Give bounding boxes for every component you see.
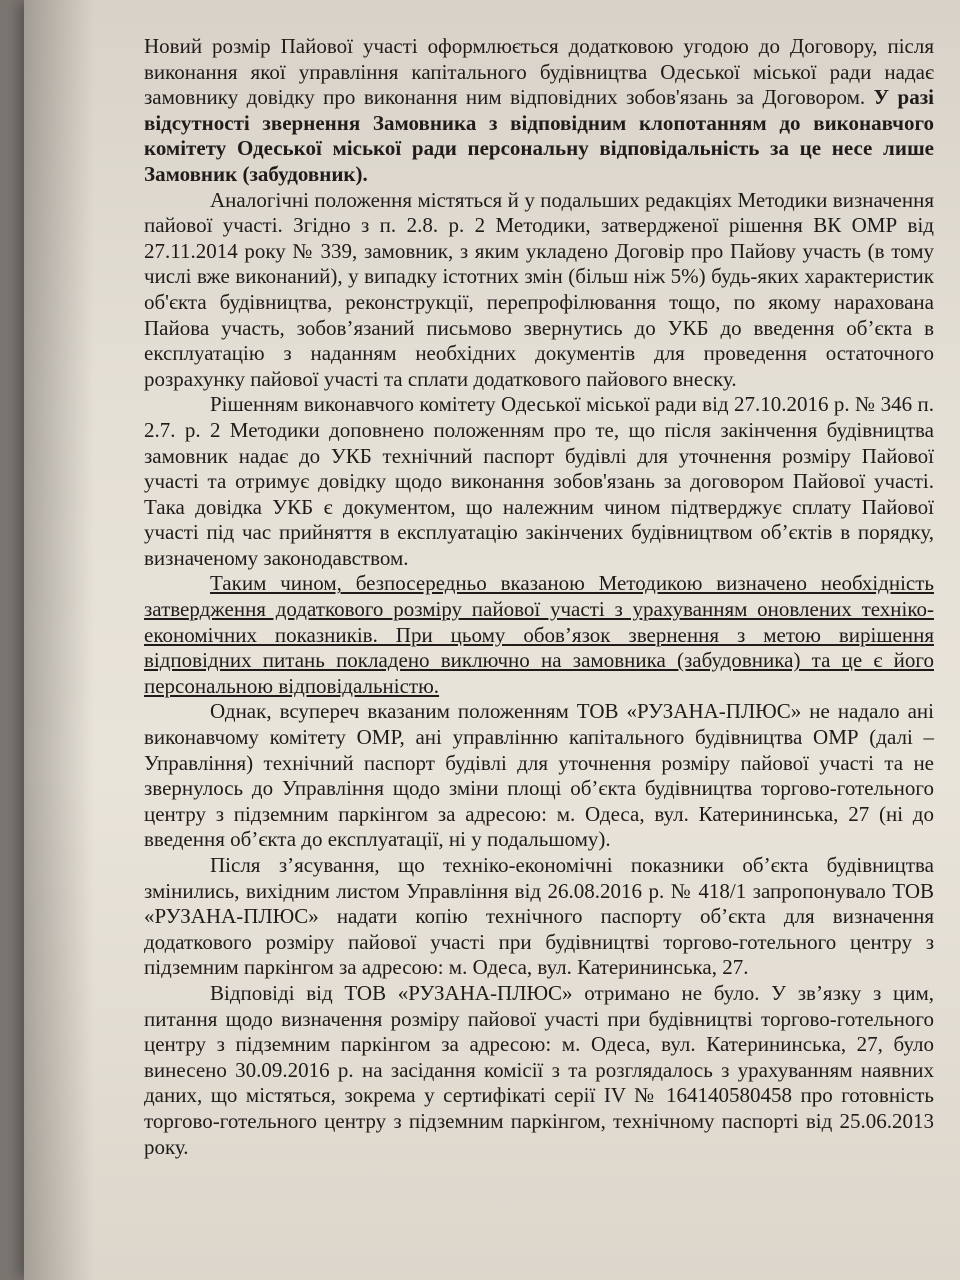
paragraph-2: Аналогічні положення містяться й у подальших редакціях Методики визначення пайової участі. Згідно з п. 2.8. р. 2 Методики, затвердженої рішення ВК ОМР від 27.11.2014 року № 339, замовник, з яким укладено Договір про Пайову участь (в тому числі вже виконаний), у випадку істотних змін (більш ніж 5%) будь-яких характеристик об'єкта будівництва, реконструкції, перепрофілювання тощо, по якому нарахована Пайова участь, зобов’язаний письмово звернутись до УКБ до введення об’єкта в експлуатацію з наданням необхідних документів для проведення остаточного розрахунку пайової участі та сплати додаткового пайового внеску. bbox=[144, 187, 934, 391]
paragraph-5: Однак, всупереч вказаним положенням ТОВ «РУЗАНА-ПЛЮС» не надало ані виконавчому комітету ОМР, ані управлінню капітального будівництва ОМР (далі – Управління) технічний паспорт будівлі для уточнення розміру пайової участі та не звернулось до Управління щодо зміни площі об’єкта будівництва торгово-готельного центру з підземним паркінгом за адресою: м. Одеса, вул. Катерининська, 27 (ні до введення об’єкта до експлуатації, ні у подальшому). bbox=[144, 699, 934, 852]
paragraph-1-text: Новий розмір Пайової участі оформлюється додатковою угодою до Договору, після виконання якої управління капітального будівництва Одеської міської ради надає замовнику довідку про виконання ним відповідних зобов'язань за Договором. bbox=[144, 34, 934, 110]
paragraph-1-bold-text: У разі відсутності звернення Замовника з відповідним клопотанням до виконавчого комітету Одеської міської ради персональну відповідальність за це несе лише Замовник (забудовник). bbox=[144, 85, 934, 186]
paragraph-7: Відповіді від ТОВ «РУЗАНА-ПЛЮС» отримано не було. У зв’язку з цим, питання щодо визначення розміру пайової участі при будівництві торгово-готельного центру з підземним паркінгом за адресою: м. Одеса, вул. Катерининська, 27, було винесено 30.09.2016 р. на засідання комісії з та розглядалось з урахуванням наявних даних, що містяться, зокрема у сертифікаті серії IV № 164140580458 про готовність торгово-готельного центру з підземним паркінгом, технічному паспорті від 25.06.2013 року. bbox=[144, 980, 934, 1159]
document-body bbox=[144, 34, 934, 1160]
paragraph-4-underlined: Таким чином, безпосередньо вказаною Методикою визначено необхідність затвердження додаткового розміру пайової участі з урахуванням оновлених техніко-економічних показників. При цьому обов’язок звернення з метою вирішення відповідних питань покладено виключно на замовника (забудовника) та це є його персональною відповідальністю. bbox=[144, 571, 934, 698]
document-page bbox=[24, 0, 960, 1280]
paragraph-6: Після з’ясування, що техніко-економічні показники об’єкта будівництва змінились, вихідним листом Управління від 26.08.2016 р. № 418/1 запропонувало ТОВ «РУЗАНА-ПЛЮС» надати копію технічного паспорту об’єкта для визначення додаткового розміру пайової участі при будівництві торгово-готельного центру з підземним паркінгом за адресою: м. Одеса, вул. Катерининська, 27. bbox=[144, 853, 934, 980]
paragraph-3: Рішенням виконавчого комітету Одеської міської ради від 27.10.2016 р. № 346 п. 2.7. р. 2 Методики доповнено положенням про те, що після закінчення будівництва замовник надає до УКБ технічний паспорт будівлі для уточнення розміру Пайової участі та отримує довідку щодо виконання зобов'язань за договором Пайової участі. Така довідка УКБ є документом, що належним чином підтверджує сплату Пайової участі під час прийняття в експлуатацію закінчених будівництвом об’єктів в порядку, визначеному законодавством. bbox=[144, 392, 934, 570]
paragraph-1 bbox=[144, 34, 934, 188]
